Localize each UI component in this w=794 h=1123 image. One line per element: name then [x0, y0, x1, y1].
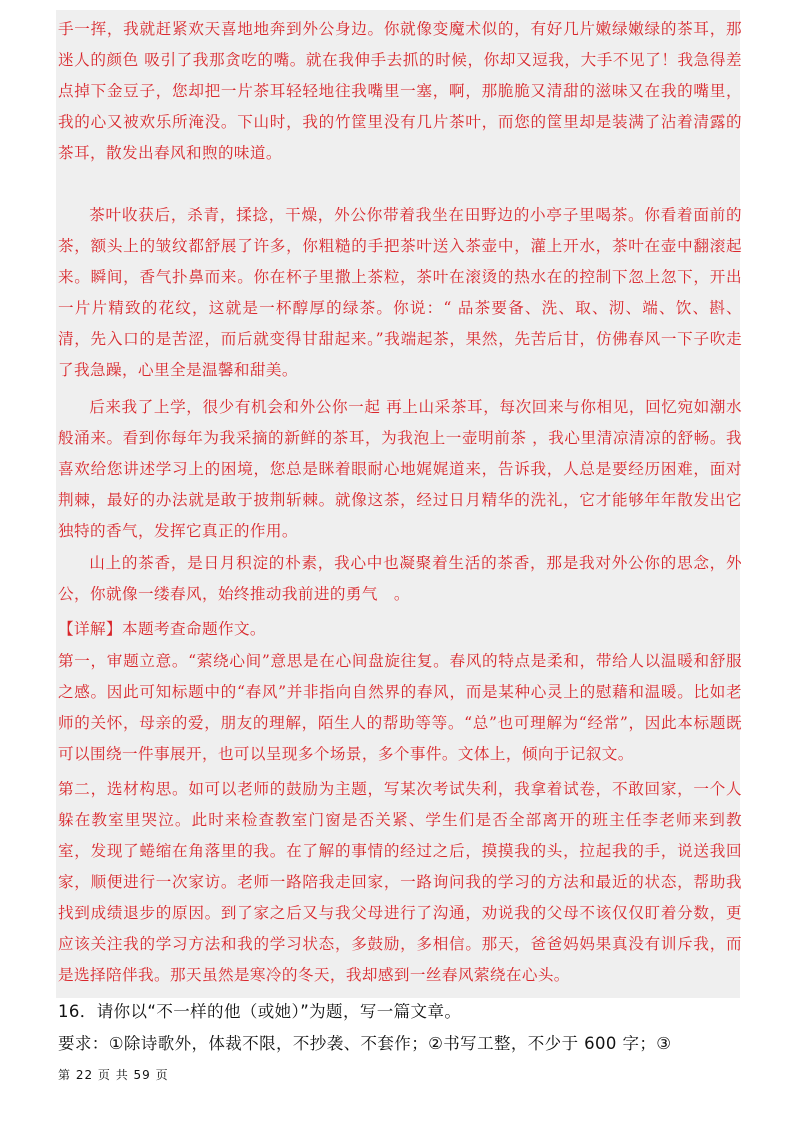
- essay-paragraph-4: 山上的茶香，是日月积淀的朴素，我心中也凝聚着生活的茶香，那是我对外公你的思念，外公，你就像一缕春风，始终推动我前进的勇气 。: [58, 554, 742, 603]
- page-number-footer: 第 22 页 共 59 页: [58, 1068, 169, 1082]
- analysis-paragraph-1: 第一，审题立意。“萦绕心间”意思是在心间盘旋往复。春风的特点是柔和，带给人以温暖和舒服之感。因此可知标题中的“春风”并非指向自然界的春风，而是某种心灵上的慰藉和温暖。比如老师的关怀，母亲的爱，朋友的理解，陌生人的帮助等等。“总”也可理解为“经常”，因此本标题既可以围绕一件事展开，也可以呈现多个场景，多个事件。文体上，倾向于记叙文。: [58, 652, 742, 763]
- question-16-prompt: 16．请你以“不一样的他（或她）”为题，写一篇文章。: [58, 1002, 462, 1021]
- detail-label: 【详解】: [58, 620, 122, 638]
- essay-paragraph-3: 后来我了上学，很少有机会和外公你一起 再上山采茶耳，每次回来与你相见，回忆宛如潮水般涌来。看到你每年为我采摘的新鲜的茶耳，为我泡上一壶明前茶 ，我心里清凉清凉的舒畅。我喜欢给您讲述学习上的困境，您总是眯着眼耐心地娓娓道来，告诉我，人总是要经历困难，面对荆棘，最好的办法就是敢于披荆斩棘。就像这茶，经过日月精华的洗礼，它才能够年年散发出它独特的香气，发挥它真正的作用。: [58, 398, 742, 540]
- detail-text: 本题考查命题作文。: [121, 620, 266, 638]
- essay-paragraph-1: 手一挥，我就赶紧欢天喜地地奔到外公身边。你就像变魔术似的，有好几片嫩绿嫩绿的茶耳，那迷人的颜色 吸引了我那贪吃的嘴。就在我伸手去抓的时候，你却又逗我，大手不见了！我急得差点掉下金豆子，您却把一片茶耳轻轻地往我嘴里一塞，啊，那脆脆又清甜的滋味又在我的嘴里，我的心又被欢乐所淹没。下山时，我的竹筐里没有几片茶叶，而您的筐里却是装满了沾着清露的茶耳，散发出春风和煦的味道。: [58, 20, 742, 162]
- question-16-requirements: 要求：①除诗歌外，体裁不限，不抄袭、不套作；②书写工整，不少于 600 字；③: [58, 1034, 672, 1053]
- analysis-paragraph-2: 第二，选材构思。如可以老师的鼓励为主题，写某次考试失利，我拿着试卷，不敢回家，一个人躲在教室里哭泣。此时来检查教室门窗是否关紧、学生们是否全部离开的班主任李老师来到教室，发现了蜷缩在角落里的我。在了解的事情的经过之后，摸摸我的头，拉起我的手，说送我回家，顺便进行一次家访。老师一路陪我走回家，一路询问我的学习的方法和最近的状态，帮助我找到成绩退步的原因。到了家之后又与我父母进行了沟通，劝说我的父母不该仅仅盯着分数，更应该关注我的学习方法和我的学习状态，多鼓励，多相信。那天，爸爸妈妈果真没有训斥我，而是选择陪伴我。那天虽然是寒冷的冬天，我却感到一丝春风萦绕在心头。: [58, 780, 742, 984]
- detail-heading: [58, 614, 742, 645]
- essay-paragraph-2: 茶叶收获后，杀青，揉捻，干燥，外公你带着我坐在田野边的小亭子里喝茶。你看着面前的茶，额头上的皱纹都舒展了许多，你粗糙的手把茶叶送入茶壶中，灌上开水，茶叶在壶中翻滚起来。瞬间，香气扑鼻而来。你在杯子里撒上茶粒，茶叶在滚烫的热水在的控制下忽上忽下，开出一片片精致的花纹，这就是一杯醇厚的绿茶。你说：“ 品茶要备、洗、取、沏、端、饮、斟、清，先入口的是苦涩，而后就变得甘甜起来。”我端起茶，果然，先苦后甘，仿佛春风一下子吹走了我急躁，心里全是温馨和甜美。: [58, 206, 742, 379]
